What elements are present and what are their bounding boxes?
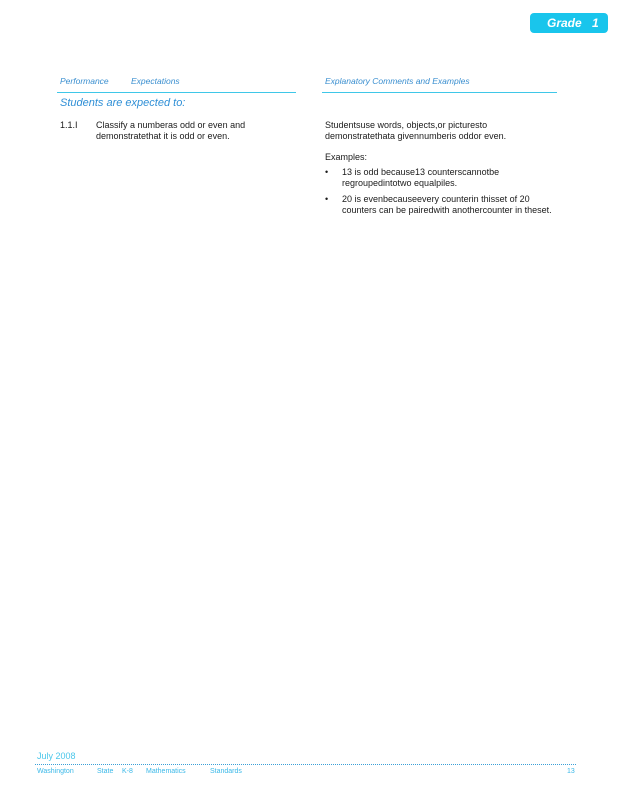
footer-date: July 2008 [37,751,76,761]
examples-label: Examples: [325,152,368,162]
explanatory-intro: Studentsuse words, objects,or picturesto demonstratethata givennumberis oddor even. [325,120,507,141]
footer-word-washington: Washington [37,768,74,775]
grade-label: Grade [547,16,582,30]
bullet-icon: • [325,194,329,204]
explanatory-heading: Explanatory Comments and Examples [325,76,470,86]
example-item [325,194,553,216]
footer-rule [35,764,576,765]
standard-number: 1.1.I [60,120,78,130]
grade-tab [530,13,608,33]
page-number: 13 [567,768,575,775]
example-text: 20 is evenbecauseevery counterin thisset of 20 counters can be pairedwith anothercounter in theset. [342,194,552,215]
footer-word-k8: K-8 [122,768,133,775]
expectations-heading: Expectations [131,76,180,86]
students-expected-subheading: Students are expected to: [60,97,186,109]
bullet-icon: • [325,167,329,177]
left-heading-rule [57,92,296,93]
grade-number: 1 [592,16,599,30]
right-heading-rule [322,92,557,93]
footer-word-state: State [97,768,114,775]
example-text: 13 is odd because13 counterscannotbe regroupedintotwo equalpiles. [342,167,500,188]
footer-word-mathematics: Mathematics [146,768,186,775]
footer-word-standards: Standards [210,768,242,775]
examples-list [325,167,553,221]
performance-heading: Performance [60,76,109,86]
standard-text: Classify a numberas odd or even and demonstratethat it is odd or even. [96,120,246,141]
example-item [325,167,553,189]
